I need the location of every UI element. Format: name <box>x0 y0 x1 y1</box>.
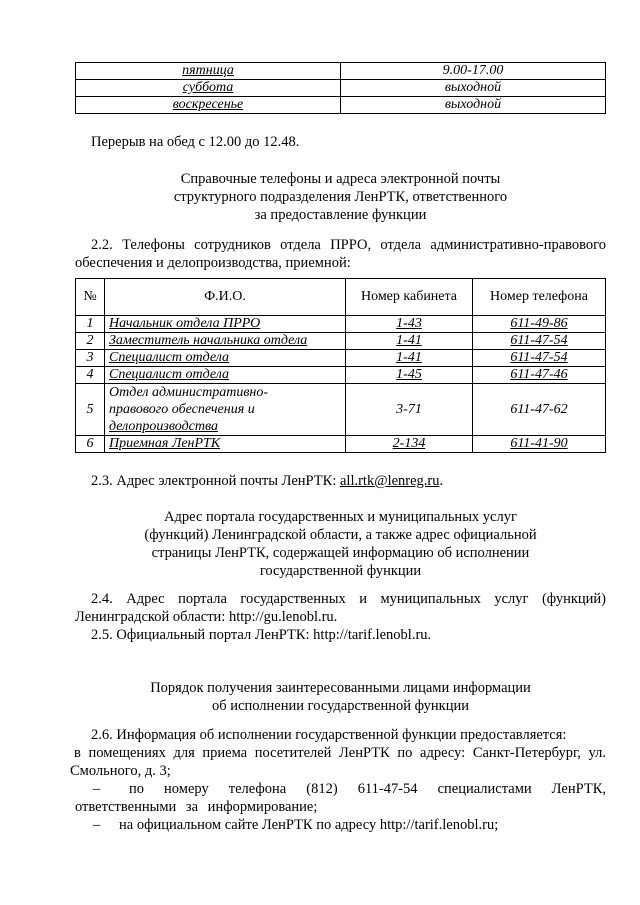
row-number: 4 <box>76 367 105 384</box>
paragraph-2-5: 2.5. Официальный портал ЛенРТК: http://tarif.lenobl.ru. <box>91 627 432 643</box>
schedule-row <box>76 97 606 114</box>
staff-table <box>75 278 606 453</box>
heading-line: об исполнении государственной функции <box>212 698 469 714</box>
row-number: 3 <box>76 350 105 367</box>
col-header-phone: Номер телефона <box>473 279 606 316</box>
table-row <box>76 384 606 436</box>
list-dash: – <box>93 781 101 797</box>
heading-line: Справочные телефоны и адреса электронной почты <box>180 171 501 187</box>
row-name-line: правового обеспечения и <box>109 402 255 417</box>
row-name: Специалист отдела <box>105 367 346 384</box>
paragraph-2-4: 2.4. Адрес портала государственных и муниципальных услуг (функций) Ленинградской области: http://gu.lenobl.ru. <box>75 591 606 625</box>
list-item <box>75 816 606 834</box>
row-room: 1-41 <box>346 350 473 367</box>
schedule-time: выходной <box>341 80 606 97</box>
row-name: Начальник отдела ПРРО <box>105 316 346 333</box>
heading-line: структурного подразделения ЛенРТК, ответственного <box>173 189 508 205</box>
row-number: 1 <box>76 316 105 333</box>
schedule-time: 9.00-17.00 <box>341 63 606 80</box>
list-item-text: на официальном сайте ЛенРТК по адресу http://tarif.lenobl.ru; <box>119 817 499 833</box>
table-row <box>76 333 606 350</box>
row-name-line: Отдел административно- <box>109 385 269 400</box>
row-room: 1-41 <box>346 333 473 350</box>
schedule-day: суббота <box>76 80 341 97</box>
row-room: 1-43 <box>346 316 473 333</box>
row-name-line: делопроизводства <box>109 419 218 434</box>
row-number: 5 <box>76 384 105 436</box>
email-link[interactable]: all.rtk@lenreg.ru <box>339 473 440 489</box>
email-suffix: . <box>439 473 444 489</box>
row-name: Заместитель начальника отдела <box>105 333 346 350</box>
heading-contacts <box>75 170 606 224</box>
row-phone: 611-49-86 <box>473 316 606 333</box>
email-label: 2.3. Адрес электронной почты ЛенРТК: <box>91 473 340 489</box>
paragraph-2-6: 2.6. Информация об исполнении государственной функции предоставляется: <box>91 727 567 743</box>
list-item <box>75 780 606 816</box>
table-row <box>76 367 606 384</box>
schedule-table <box>75 62 606 114</box>
row-room: 1-45 <box>346 367 473 384</box>
row-phone: 611-47-46 <box>473 367 606 384</box>
heading-line: (функций) Ленинградской области, а также адрес официальной <box>144 527 537 543</box>
row-phone: 611-47-54 <box>473 350 606 367</box>
row-name <box>105 384 346 436</box>
heading-portal <box>75 508 606 580</box>
table-row <box>76 316 606 333</box>
heading-line: Адрес портала государственных и муниципальных услуг <box>164 509 517 525</box>
row-number: 2 <box>76 333 105 350</box>
lunch-break-text: Перерыв на обед с 12.00 до 12.48. <box>91 134 300 150</box>
schedule-time: выходной <box>341 97 606 114</box>
list-item-text: по номеру телефона (812) 611-47-54 специалистами ЛенРТК, ответственными за информирование; <box>75 781 606 815</box>
table-row <box>76 350 606 367</box>
schedule-row <box>76 63 606 80</box>
heading-procedure <box>75 679 606 715</box>
schedule-day: воскресенье <box>76 97 341 114</box>
row-number: 6 <box>76 436 105 453</box>
col-header-room: Номер кабинета <box>346 279 473 316</box>
heading-line: Порядок получения заинтересованными лицами информации <box>150 680 531 696</box>
heading-line: государственной функции <box>259 563 422 579</box>
schedule-day: пятница <box>76 63 341 80</box>
row-phone: 611-47-62 <box>473 384 606 436</box>
row-phone: 611-47-54 <box>473 333 606 350</box>
staff-table-header <box>76 279 606 316</box>
schedule-row <box>76 80 606 97</box>
paragraph-2-2: 2.2. Телефоны сотрудников отдела ПРРО, отдела административно-правового обеспечения и делопроизводства, приемной: <box>75 237 606 271</box>
heading-line: страницы ЛенРТК, содержащей информацию об исполнении <box>151 545 530 561</box>
row-name: Специалист отдела <box>105 350 346 367</box>
paragraph-2-3 <box>91 472 443 490</box>
col-header-number: № <box>76 279 105 316</box>
list-item: в помещениях для приема посетителей ЛенРТК по адресу: Санкт-Петербург, ул. Смольного, д. 3; <box>70 745 606 779</box>
list-dash: – <box>93 817 101 833</box>
row-room: 2-134 <box>346 436 473 453</box>
heading-line: за предоставление функции <box>254 207 427 223</box>
row-name: Приемная ЛенРТК <box>105 436 346 453</box>
col-header-name: Ф.И.О. <box>105 279 346 316</box>
row-phone: 611-41-90 <box>473 436 606 453</box>
row-room: 3-71 <box>346 384 473 436</box>
table-row <box>76 436 606 453</box>
